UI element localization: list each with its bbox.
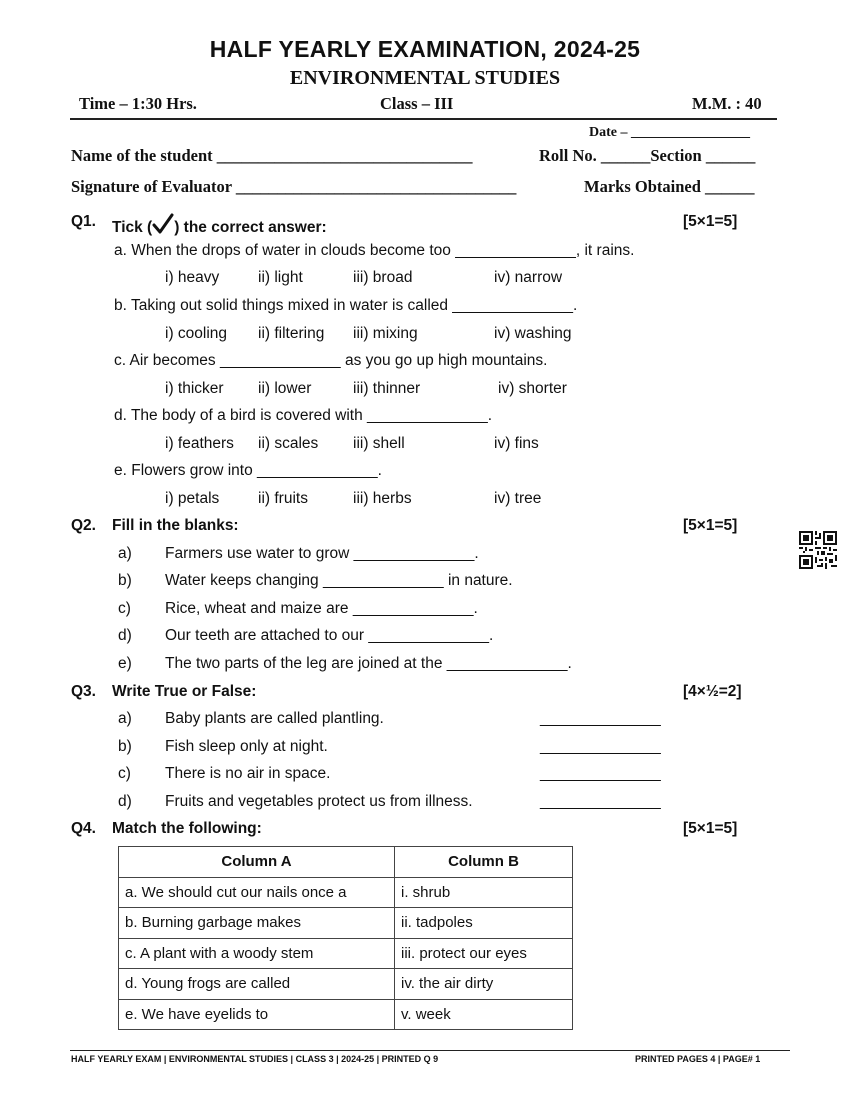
date-field[interactable]: Date – _________________ <box>589 125 750 140</box>
q3-answer-b[interactable]: ______________ <box>540 738 661 755</box>
q3-item-a: Baby plants are called plantling. <box>165 710 384 727</box>
q1-b-option-1[interactable]: i) cooling <box>165 325 228 342</box>
q1-item-b: b. Taking out solid things mixed in water is called ______________. <box>114 297 578 314</box>
q1-item-c: c. Air becomes ______________ as you go up high mountains. <box>114 352 548 369</box>
q1-e-option-3[interactable]: iii) herbs <box>353 490 412 507</box>
qr-code-icon <box>799 531 837 569</box>
column-a-header: Column A <box>119 847 395 878</box>
match-right-i[interactable]: i. shrub <box>395 877 573 908</box>
q3-marks: [4×½=2] <box>683 683 742 700</box>
q1-b-option-4[interactable]: iv) washing <box>494 325 572 342</box>
q1-instruction-pre: Tick ( <box>112 219 153 236</box>
q4-number: Q4. <box>71 820 96 837</box>
marks-obtained-field[interactable]: Marks Obtained ______ <box>584 177 755 196</box>
q1-c-option-1[interactable]: i) thicker <box>165 380 224 397</box>
student-name-field[interactable]: Name of the student _______________________________ <box>71 146 473 165</box>
max-marks-label: M.M. : 40 <box>692 94 762 113</box>
q1-b-option-3[interactable]: iii) mixing <box>353 325 418 342</box>
q1-a-option-2[interactable]: ii) light <box>258 269 303 286</box>
q3-answer-d[interactable]: ______________ <box>540 793 661 810</box>
q2-instruction: Fill in the blanks: <box>112 517 239 534</box>
q3-label-b: b) <box>118 738 132 755</box>
q1-a-option-4[interactable]: iv) narrow <box>494 269 563 286</box>
q1-marks: [5×1=5] <box>683 213 738 230</box>
q2-label-d: d) <box>118 627 132 644</box>
class-label: Class – III <box>380 94 454 113</box>
match-left-b[interactable]: b. Burning garbage makes <box>119 908 395 939</box>
match-left-d[interactable]: d. Young frogs are called <box>119 969 395 1000</box>
q3-label-c: c) <box>118 765 131 782</box>
q3-instruction: Write True or False: <box>112 683 257 700</box>
q2-label-a: a) <box>118 545 132 562</box>
q1-b-option-2[interactable]: ii) filtering <box>258 325 325 342</box>
column-b-header: Column B <box>395 847 573 878</box>
q3-answer-a[interactable]: ______________ <box>540 710 661 727</box>
q3-answer-c[interactable]: ______________ <box>540 765 661 782</box>
q1-d-option-4[interactable]: iv) fins <box>494 435 539 452</box>
q3-label-d: d) <box>118 793 132 810</box>
q4-instruction: Match the following: <box>112 820 262 837</box>
q1-d-option-1[interactable]: i) feathers <box>165 435 234 452</box>
footer-left-text: HALF YEARLY EXAM | ENVIRONMENTAL STUDIES | CLASS 3 | 2024-25 | PRINTED Q 9 <box>71 1054 439 1064</box>
q1-number: Q1. <box>71 213 96 230</box>
q1-c-option-2[interactable]: ii) lower <box>258 380 312 397</box>
table-row <box>119 969 573 1000</box>
q3-item-b: Fish sleep only at night. <box>165 738 328 755</box>
match-right-v[interactable]: v. week <box>395 999 573 1030</box>
q3-item-c: There is no air in space. <box>165 765 331 782</box>
match-left-a[interactable]: a. We should cut our nails once a <box>119 877 395 908</box>
footer-divider <box>70 1050 790 1051</box>
match-left-c[interactable]: c. A plant with a woody stem <box>119 938 395 969</box>
q4-marks: [5×1=5] <box>683 820 738 837</box>
time-label: Time – 1:30 Hrs. <box>79 94 197 113</box>
q1-c-option-3[interactable]: iii) thinner <box>353 380 421 397</box>
q2-item-a[interactable]: Farmers use water to grow ______________. <box>165 545 479 562</box>
q3-number: Q3. <box>71 683 96 700</box>
match-table <box>118 846 573 1030</box>
match-right-iii[interactable]: iii. protect our eyes <box>395 938 573 969</box>
footer-page-info: PRINTED PAGES 4 | PAGE# 1 <box>635 1054 761 1064</box>
q2-label-e: e) <box>118 655 132 672</box>
subject-title: ENVIRONMENTAL STUDIES <box>289 67 561 89</box>
exam-title: HALF YEARLY EXAMINATION, 2024-25 <box>209 36 641 62</box>
table-row <box>119 877 573 908</box>
q2-item-d[interactable]: Our teeth are attached to our ______________. <box>165 627 494 644</box>
match-right-iv[interactable]: iv. the air dirty <box>395 969 573 1000</box>
check-mark-icon <box>152 213 174 233</box>
signature-field[interactable]: Signature of Evaluator __________________________________ <box>71 177 517 196</box>
roll-section-field[interactable]: Roll No. ______Section ______ <box>539 146 756 165</box>
q2-item-c[interactable]: Rice, wheat and maize are ______________. <box>165 600 478 617</box>
q2-label-b: b) <box>118 572 132 589</box>
q2-label-c: c) <box>118 600 131 617</box>
q2-number: Q2. <box>71 517 96 534</box>
match-left-e[interactable]: e. We have eyelids to <box>119 999 395 1030</box>
q2-marks: [5×1=5] <box>683 517 738 534</box>
q1-instruction-post: ) the correct answer: <box>174 219 327 236</box>
q1-d-option-2[interactable]: ii) scales <box>258 435 319 452</box>
match-right-ii[interactable]: ii. tadpoles <box>395 908 573 939</box>
q1-a-option-1[interactable]: i) heavy <box>165 269 220 286</box>
table-row <box>119 938 573 969</box>
q3-item-d: Fruits and vegetables protect us from illness. <box>165 793 473 810</box>
q1-d-option-3[interactable]: iii) shell <box>353 435 405 452</box>
q1-e-option-4[interactable]: iv) tree <box>494 490 542 507</box>
table-row <box>119 999 573 1030</box>
q2-item-e[interactable]: The two parts of the leg are joined at the ______________. <box>165 655 572 672</box>
q2-item-b[interactable]: Water keeps changing ______________ in nature. <box>165 572 513 589</box>
q1-a-option-3[interactable]: iii) broad <box>353 269 413 286</box>
q1-instruction <box>112 213 327 237</box>
q3-label-a: a) <box>118 710 132 727</box>
q1-e-option-2[interactable]: ii) fruits <box>258 490 308 507</box>
header-divider <box>70 118 777 120</box>
q1-e-option-1[interactable]: i) petals <box>165 490 220 507</box>
q1-item-e: e. Flowers grow into ______________. <box>114 462 382 479</box>
q1-item-d: d. The body of a bird is covered with ______________. <box>114 407 493 424</box>
q1-item-a: a. When the drops of water in clouds become too ______________, it rains. <box>114 242 635 259</box>
match-table-header <box>119 847 573 878</box>
table-row <box>119 908 573 939</box>
q1-c-option-4[interactable]: iv) shorter <box>498 380 567 397</box>
